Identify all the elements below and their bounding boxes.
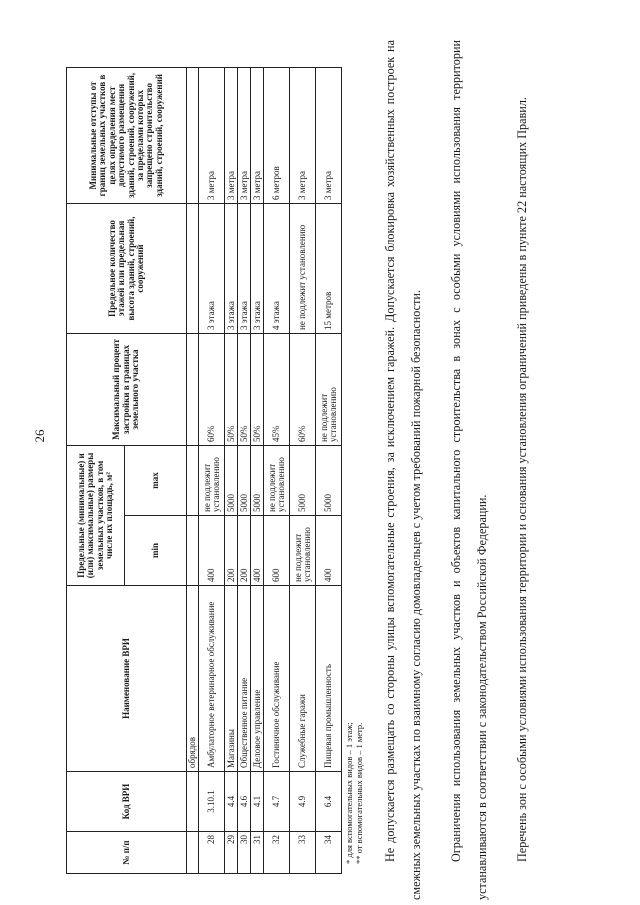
header-area-min: min [125,516,187,586]
cell-area-max: 5000 [238,445,251,515]
zoning-parameters-table [66,67,342,874]
cell-percent: не подлежит установлению [316,333,342,445]
cell-code: 3.10.1 [199,772,225,832]
header-floors: Предельное количество этажей или предельная высота зданий, строений, сооружений [67,203,187,333]
cell-setback: 6 метров [264,67,290,203]
header-number: № п/п [67,832,187,874]
cell-floors: 15 метров [316,203,342,333]
cell-floors: 4 этажа [264,203,290,333]
cell-setback: 3 метра [290,67,316,203]
header-code: Код ВРИ [67,772,187,832]
cell-number: 32 [264,832,290,874]
cell-code: 4.1 [251,772,264,832]
cell-area-min: 400 [251,516,264,586]
cell-name: Служебные гаражи [290,586,316,772]
paragraph-2: Ограничения использования земельных участков и объектов капитального строительства в зонах с особыми условиями использования территории устанавливаются в соответствии с законодательством Российской Федерации. [448,40,489,900]
cell-setback: 3 метра [238,67,251,203]
table-row [316,67,342,873]
cell-percent: 50% [225,333,238,445]
cell-number: 28 [199,832,225,874]
cell-number: 33 [290,832,316,874]
cell-setback: 3 метра [199,67,225,203]
cell-setback: 3 метра [251,67,264,203]
table-row [238,67,251,873]
cell-floors: 3 этажа [238,203,251,333]
cell-area-min: 600 [264,516,290,586]
paragraph-3: Перечень зон с особыми условиями использования территории и основания установления ограничений приведены в пункте 22 настоящих Правил. [514,97,529,862]
footnote-1: * для вспомогательных видов – 1 этаж; [344,722,355,864]
cell-code: 4.6 [238,772,251,832]
cell-area-max: 5000 [251,445,264,515]
header-area-group: Предельные (минимальные) и (или) максимальные) размеры земельных участков, в том числе их площадь, м² [67,445,125,585]
cell-floors: 3 этажа [199,203,225,333]
cell-area-min: 400 [199,516,225,586]
cell-floors: 3 этажа [225,203,238,333]
table-row [264,67,290,873]
cell-number: 31 [251,832,264,874]
rotated-document-content [58,40,638,900]
footnote-2: ** от вспомогательных видов – 1 метр. [354,722,365,864]
cell-area-max: не подлежит установлению [264,445,290,515]
table-row [290,67,316,873]
cell-area-max: 5000 [225,445,238,515]
cell-name: Общественное питание [238,586,251,772]
cell-area-max: 5000 [316,445,342,515]
cell-setback: 3 метра [316,67,342,203]
cell-percent: 50% [238,333,251,445]
cell-name: Гостиничное обслуживание [264,586,290,772]
cell-name: Амбулаторное ветеринарное обслуживание [199,586,225,772]
table-row-continuation [187,67,199,873]
cell-area-max: 5000 [290,445,316,515]
cell-name: Пищевая промышленность [316,586,342,772]
cell-percent: 60% [290,333,316,445]
cell-percent: 50% [251,333,264,445]
cell-code: 4.9 [290,772,316,832]
cell-area-min: 400 [316,516,342,586]
cell-code: 6.4 [316,772,342,832]
cell-name: Магазины [225,586,238,772]
cell-floors: 3 этажа [251,203,264,333]
cell-code: 4.4 [225,772,238,832]
page-number: 26 [32,429,47,443]
cell-continuation: обрядов [187,586,199,772]
header-setback: Минимальные отступы от границ земельных участков в целях определения мест допустимого размещения зданий, строений, сооружений, за пределами которых запрещено строительство зданий, строений, сооружений [67,67,187,203]
table-row [251,67,264,873]
cell-area-min: 200 [238,516,251,586]
cell-name: Деловое управление [251,586,264,772]
header-name: Наименование ВРИ [67,586,187,772]
cell-floors: не подлежит установлению [290,203,316,333]
header-area-max: max [125,445,187,515]
cell-area-min: 200 [225,516,238,586]
cell-number: 30 [238,832,251,874]
table-row [199,67,225,873]
cell-number: 34 [316,832,342,874]
cell-area-max: не подлежит установлению [199,445,225,515]
table-row [225,67,238,873]
cell-number: 29 [225,832,238,874]
cell-code: 4.7 [264,772,290,832]
cell-percent: 45% [264,333,290,445]
cell-setback: 3 метра [225,67,238,203]
body-text [377,40,535,900]
header-percent: Максимальный процент застройки в границах земельного участка [67,333,187,445]
cell-percent: 60% [199,333,225,445]
cell-area-min: не подлежит установлению [290,516,316,586]
table-footnotes [345,40,365,864]
paragraph-1: Не допускается размещать со стороны улицы вспомогательные строения, за исключением гаражей. Допускается блокировка хозяйственных построек на смежных земельных участках по взаимному согласию домовладельцев с учетом требований пожарной безопасности. [382,40,423,900]
